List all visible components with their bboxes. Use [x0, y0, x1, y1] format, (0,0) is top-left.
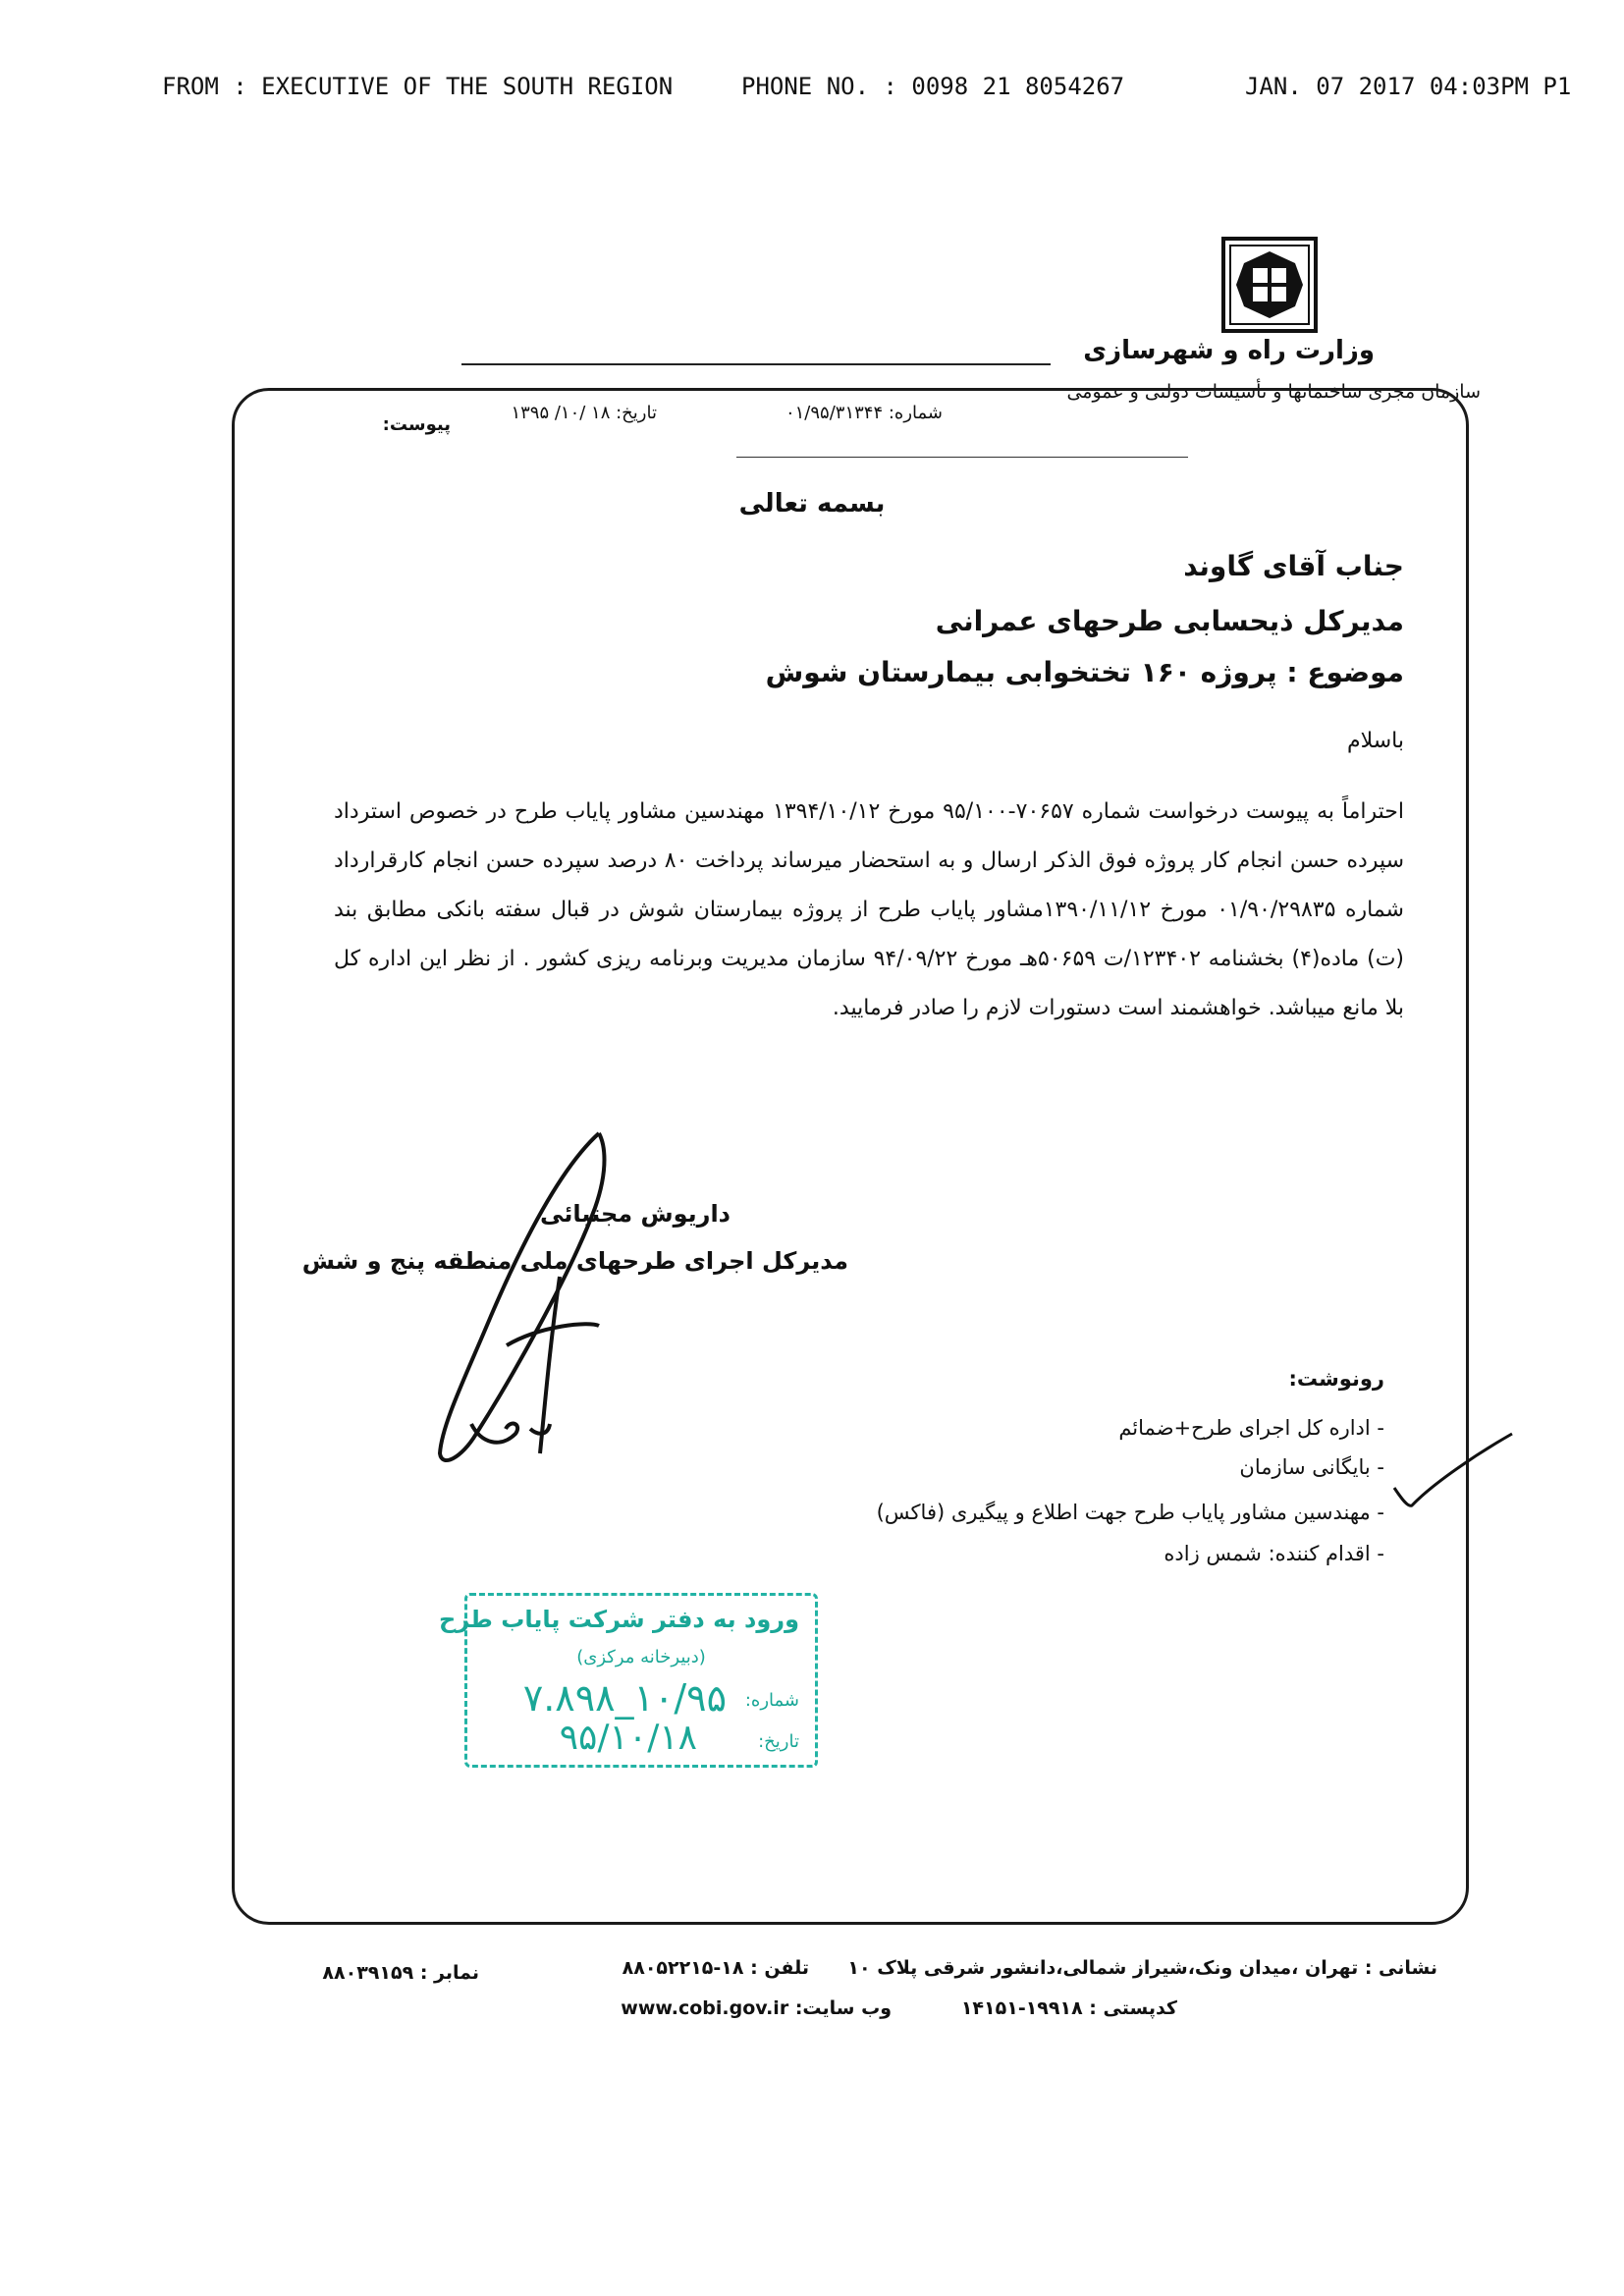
cc-item: - اقدام کننده: شمس زاده [1164, 1542, 1384, 1565]
letter-number: شماره: ۰۱/۹۵/۳۱۳۴۴ [785, 403, 943, 423]
stamp-number-label: شماره: [744, 1690, 799, 1711]
fax-from: FROM : EXECUTIVE OF THE SOUTH REGION [162, 73, 674, 100]
letter-subject: موضوع : پروژه ۱۶۰ تختخوابی بیمارستان شوش [765, 656, 1404, 688]
cc-title: رونوشت: [1288, 1367, 1384, 1391]
fax-header [162, 73, 1586, 112]
check-mark-icon [1384, 1429, 1517, 1512]
footer-phone: تلفن : ۱۸-۸۸۰۵۲۲۱۵ [622, 1957, 809, 1979]
bismillah-heading: بسمه تعالی [738, 489, 886, 519]
fax-phone: PHONE NO. : 0098 21 8054267 [741, 73, 1125, 100]
stamp-subtitle: (دبیرخانه مرکزی) [576, 1647, 706, 1667]
letterhead-divider [461, 363, 1051, 365]
addressee-name: جناب آقای گاوند [1183, 550, 1404, 582]
fax-datetime: JAN. 07 2017 04:03PM P1 [1245, 73, 1572, 100]
cc-item: - اداره کل اجرای طرح+ضمائم [1118, 1416, 1384, 1440]
greeting: باسلام [1346, 729, 1404, 753]
signer-title: مدیرکل اجرای طرحهای ملی منطقه پنج و شش [301, 1247, 848, 1275]
footer-address: نشانی : تهران ،میدان ونک،شیراز شمالی،دانشور شرقی پلاک ۱۰ [847, 1957, 1437, 1979]
stamp-date-value: ۹۵/۱۰/۱۸ [559, 1718, 697, 1758]
cc-item: - مهندسین مشاور پایاب طرح جهت اطلاع و پیگیری (فاکس) [876, 1501, 1384, 1524]
handwritten-signature [412, 1129, 668, 1483]
signer-name: داریوش مجتبائی [540, 1200, 731, 1228]
stamp-title: ورود به دفتر شرکت پایاب طرح [439, 1606, 799, 1633]
footer-website: وب سایت: www.cobi.gov.ir [621, 1997, 892, 2019]
ministry-name: وزارت راه و شهرسازی [1083, 336, 1375, 365]
footer-fax: نمابر : ۸۸۰۳۹۱۵۹ [322, 1962, 479, 1984]
letter-date: تاریخ: ۱۸ /۱۰/ ۱۳۹۵ [511, 403, 657, 423]
organization-name: سازمان مجری ساختمانها و تأسیسات دولتی و عمومی [1066, 381, 1481, 403]
letter-body: احتراماً به پیوست درخواست شماره ۷۰۶۵۷-۹۵/۱۰۰ مورخ ۱۳۹۴/۱۰/۱۲ مهندسین مشاور پایاب طرح در خصوص استرداد سپرده حسن انجام کار پروژه فوق الذکر ارسال و به استحضار میرساند پرداخت ۸۰ درصد سپرده حسن انجام کارقرارداد شماره ۰۱/۹۰/۲۹۸۳۵ مورخ ۱۳۹۰/۱۱/۱۲مشاور پایاب طرح از پروژه بیمارستان شوش در قبال سفته بانکی مطابق بند (ت) ماده(۴) بخشنامه ۱۲۳۴۰۲/ت ۵۰۶۵۹هـ مورخ ۹۴/۰۹/۲۲ سازمان مدیریت وبرنامه ریزی کشور . از نظر این اداره کل بلا مانع میباشد. خواهشمند است دستورات لازم را صادر فرمایید. [334, 799, 1405, 1020]
cc-item: - بایگانی سازمان [1239, 1455, 1384, 1479]
ministry-logo-icon [1220, 236, 1319, 334]
footer-postal: کدپستی : ۱۹۹۱۸-۱۴۱۵۱ [960, 1997, 1177, 2019]
addressee-title: مدیرکل ذیحسابی طرحهای عمرانی [935, 605, 1404, 637]
letter-attachment: پیوست: [382, 414, 451, 435]
stamp-date-label: تاریخ: [758, 1731, 799, 1752]
reception-stamp [439, 1593, 818, 1768]
meta-underline [736, 457, 1188, 458]
stamp-number-value: ۱۰/۹۵_۷.۸۹۸ [522, 1676, 727, 1720]
